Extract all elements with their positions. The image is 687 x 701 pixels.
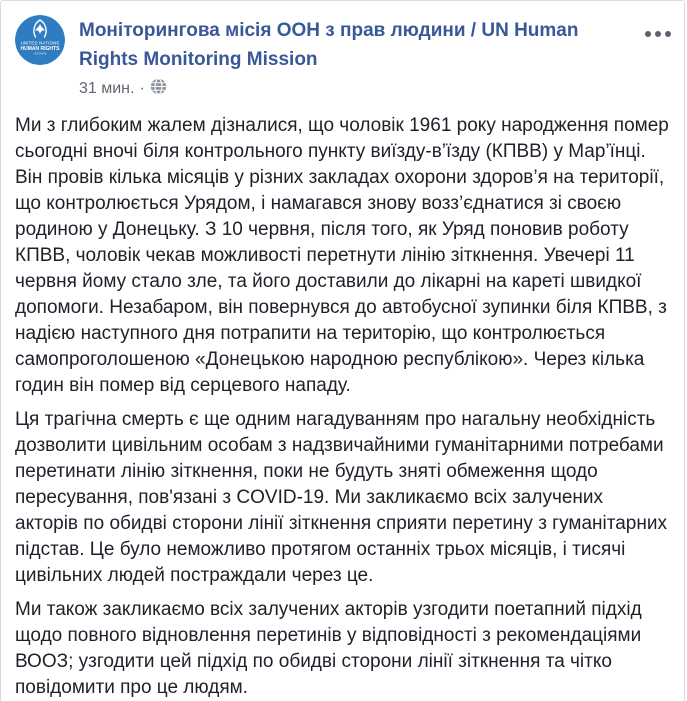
un-human-rights-logo-icon — [15, 15, 65, 65]
post-meta-line — [79, 77, 624, 100]
header-text-block — [79, 15, 624, 100]
privacy-globe-icon — [150, 78, 167, 100]
post-body-text — [1, 104, 684, 701]
meta-separator: · — [139, 79, 145, 97]
avatar-text-ukraine: UKRAINE — [33, 51, 47, 56]
post-timestamp[interactable]: 31 мин. — [79, 79, 135, 97]
post-paragraph: Ми з глибоким жалем дізналися, що чоловік 1961 року народження помер сьогодні вночі біля контрольного пункту виїзду-в’їзду (КПВВ) у Мар’їнці. Він провів кілька місяців у різних закладах охорони здоров’я на території, що контролюється Урядом, і намагався знову возз’єднатися зі своєю родиною у Донецьку. З 10 червня, після того, як Уряд поновив роботу КПВВ, чоловік чекав можливості перетнути лінію зіткнення. Увечері 11 червня йому стало зле, та його доставили до лікарні на кареті швидкої допомоги. Незабаром, він повернувся до автобусної зупинки біля КПВВ, з надією наступного дня потрапити на територію, що контролюється самопроголошеною «Донецькою народною республікою». Через кілька годин він помер від серцевого нападу. — [15, 115, 669, 396]
avatar-text-human-rights: HUMAN RIGHTS — [20, 46, 60, 52]
page-avatar[interactable] — [15, 15, 65, 65]
post-header — [1, 1, 684, 104]
avatar-text-united-nations: UNITED NATIONS — [20, 40, 60, 46]
post-paragraph: Ця трагічна смерть є ще одним нагадуванням про нагальну необхідність дозволити цивільним особам з надзвичайними гуманітарними потребами перетинати лінію зіткнення, поки не будуть зняті обмеження щодо пересування, пов'язані з COVID-19. Ми закликаємо всіх залучених акторів по обидві сторони лінії зіткнення сприяти перетину з гуманітарних підстав. Це було неможливо протягом останніх трьох місяців, і тисячі цивільних людей постраждали через це. — [15, 409, 667, 586]
page-name-link[interactable]: Моніторингова місія ООН з прав людини / UN Human Rights Monitoring Mission — [79, 20, 579, 70]
more-options-icon[interactable] — [645, 27, 671, 41]
post-paragraph: Ми також закликаємо всіх залучених акторів узгодити поетапний підхід щодо повного відновлення перетинів у відповідності з рекомендаціями ВООЗ; узгодити цей підхід по обидві сторони лінії зіткнення та чітко повідомити про це людям. — [15, 599, 642, 698]
